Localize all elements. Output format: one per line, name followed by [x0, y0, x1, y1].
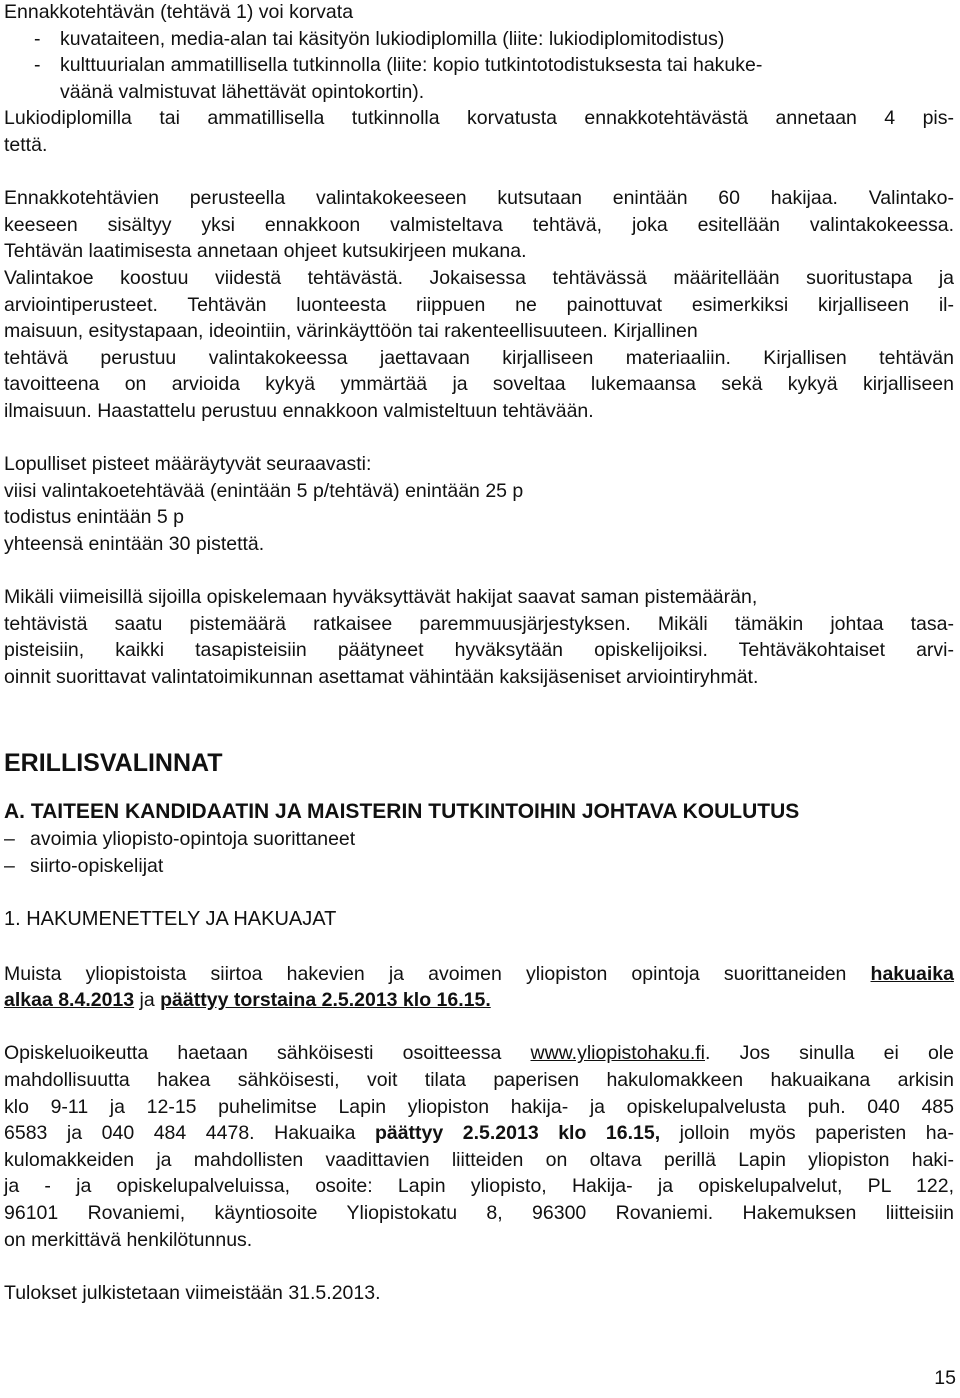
text-line: on merkittävä henkilötunnus.: [4, 1228, 253, 1251]
spacer: [4, 1014, 954, 1041]
dash-marker: -: [34, 54, 41, 77]
text-line: klo 9-11 ja 12-15 puhelimitse Lapin yliopiston hakija- ja opiskelupalvelusta puh. 040 485: [4, 1095, 954, 1118]
spacer: [4, 933, 954, 961]
deadline-emphasis: päättyy 2.5.2013 klo 16.15,: [374, 1122, 661, 1145]
document-page: [4, 0, 954, 1306]
intro-option-text: kuvataiteen, media-alan tai käsityön lukiodiplomilla (liite: lukiodiplomitodistus): [60, 27, 725, 50]
text-line: Mikäli viimeisillä sijoilla opiskelemaan hyväksyttävät hakijat saavat saman pistemäärän,: [4, 586, 758, 609]
intro-scoring-line: Lukiodiplomilla tai ammatillisella tutkinnolla korvatusta ennakkotehtävästä annetaan 4 pis-: [4, 107, 954, 130]
intro-option: [4, 52, 954, 79]
period-emphasis: hakuaika: [870, 962, 954, 985]
intro-scoring-line: tettä.: [4, 133, 48, 156]
text-line: ilmaisuun. Haastattelu perustuu ennakkoon valmisteltuun tehtävään.: [4, 399, 594, 422]
spacer: [4, 557, 954, 584]
text-line: viisi valintakoetehtävää (enintään 5 p/tehtävä) enintään 25 p: [4, 479, 524, 502]
applicant-group-text: avoimia yliopisto-opintoja suorittaneet: [30, 828, 356, 851]
application-period-paragraph: [4, 961, 954, 1014]
intro-heading-line: Ennakkotehtävän (tehtävä 1) voi korvata: [4, 1, 354, 23]
application-instructions-paragraph: [4, 1040, 954, 1253]
text-line: 96101 Rovaniemi, käyntiosoite Yliopistokatu 8, 96300 Rovaniemi. Hakemuksen liitteisiin: [4, 1201, 954, 1224]
text-line: Ennakkotehtävien perusteella valintakokeeseen kutsutaan enintään 60 hakijaa. Valintako-: [4, 187, 954, 210]
intro-option: [4, 26, 954, 53]
text-line: [4, 987, 954, 1014]
text-line: [4, 1040, 954, 1067]
dash-marker: –: [4, 855, 15, 878]
spacer: [4, 778, 954, 798]
applicant-group-item: [4, 826, 954, 853]
final-points-block: [4, 451, 954, 557]
text-line: todistus enintään 5 p: [4, 506, 184, 529]
results-line: Tulokset julkistetaan viimeistään 31.5.2013.: [4, 1281, 381, 1304]
spacer: [4, 159, 954, 186]
intro-option-text: väänä valmistuvat lähettävät opintokortin).: [60, 80, 425, 103]
intro-option-text: kulttuurialan ammatillisella tutkinnolla (liite: kopio tutkintotodistuksesta tai hakuke-: [60, 54, 763, 77]
text-line: [4, 1120, 954, 1147]
period-end: päättyy torstaina 2.5.2013 klo 16.15.: [160, 989, 491, 1012]
text-line: ja - ja opiskelupalveluissa, osoite: Lapin yliopisto, Hakija- ja opiskelupalvelut, PL 122,: [4, 1175, 954, 1198]
text-line: tehtävistä saatu pistemäärä ratkaisee paremmuusjärjestyksen. Mikäli tämäkin johtaa tasa-: [4, 612, 954, 635]
instruction-text: 6583 ja 040 484 4478. Hakuaika: [4, 1122, 375, 1145]
text-line: yhteensä enintään 30 pistettä.: [4, 532, 265, 555]
text-line: tehtävä perustuu valintakokeessa jaettavaan kirjalliseen materiaaliin. Kirjallisen tehtävän: [4, 346, 954, 369]
text-line: maisuun, esitystapaan, ideointiin, värinkäyttöön tai rakenteellisuuteen. Kirjallinen: [4, 320, 698, 343]
procedure-heading: 1. HAKUMENETTELY JA HAKUAJAT: [4, 907, 337, 930]
dash-marker: –: [4, 828, 15, 851]
text-line: Tehtävän laatimisesta annetaan ohjeet kutsukirjeen mukana.: [4, 240, 527, 263]
instruction-text: jolloin myös paperisten ha-: [660, 1122, 954, 1145]
period-text: ja: [134, 989, 161, 1012]
applicant-group-item: [4, 853, 954, 880]
entrance-exam-paragraph: [4, 185, 954, 424]
text-line: keeseen sisältyy yksi ennakkoon valmisteltava tehtävä, joka esitellään valintakokeessa.: [4, 213, 954, 236]
section-heading: ERILLISVALINNAT: [4, 749, 223, 778]
intro-option-list: [4, 26, 954, 106]
text-line: pisteisiin, kaikki tasapisteisiin päätyneet hyväksytään opiskelijoiksi. Tehtäväkohtaiset arvi-: [4, 639, 954, 662]
period-text: Muista yliopistoista siirtoa hakevien ja avoimen yliopiston opintoja suorittaneiden: [4, 962, 871, 985]
intro-option-continuation: [4, 79, 954, 106]
text-line: kulomakkeiden ja mahdollisten vaadittavien liitteiden on oltava perillä Lapin yliopiston haki-: [4, 1148, 954, 1171]
text-line: oinnit suorittavat valintatoimikunnan asettamat vähintään kaksijäseniset arviointiryhmät.: [4, 665, 759, 688]
dash-marker: -: [34, 27, 41, 50]
tiebreak-paragraph: [4, 584, 954, 690]
page-number: 15: [934, 1367, 956, 1390]
instruction-text: Opiskeluoikeutta haetaan sähköisesti osoitteessa: [4, 1042, 531, 1065]
text-line: tavoitteena on arvioida kykyä ymmärtää ja soveltaa lukemaansa sekä kykyä kirjalliseen: [4, 373, 954, 396]
applicant-group-text: siirto-opiskelijat: [30, 855, 164, 878]
text-line: arviointiperusteet. Tehtävän luonteesta riippuen ne painottuvat esimerkiksi kirjalliseen il-: [4, 293, 954, 316]
text-line: Lopulliset pisteet määräytyvät seuraavasti:: [4, 453, 372, 476]
instruction-text: . Jos sinulla ei ole: [705, 1042, 954, 1065]
spacer: [4, 425, 954, 452]
text-line: Valintakoe koostuu viidestä tehtävästä. Jokaisessa tehtävässä määritellään suoritustapa ja: [4, 266, 954, 289]
spacer: [4, 690, 954, 748]
text-line: [4, 961, 954, 988]
subsection-heading: A. TAITEEN KANDIDAATIN JA MAISTERIN TUTKINTOIHIN JOHTAVA KOULUTUS: [4, 800, 800, 824]
application-url-link[interactable]: www.yliopistohaku.fi: [530, 1042, 705, 1065]
applicant-group-list: [4, 826, 954, 879]
text-line: mahdollisuutta hakea sähköisesti, voit tilata paperisen hakulomakkeen hakuaikana arkisin: [4, 1069, 954, 1091]
spacer: [4, 880, 954, 906]
spacer: [4, 1253, 954, 1280]
period-start: alkaa 8.4.2013: [4, 989, 135, 1012]
